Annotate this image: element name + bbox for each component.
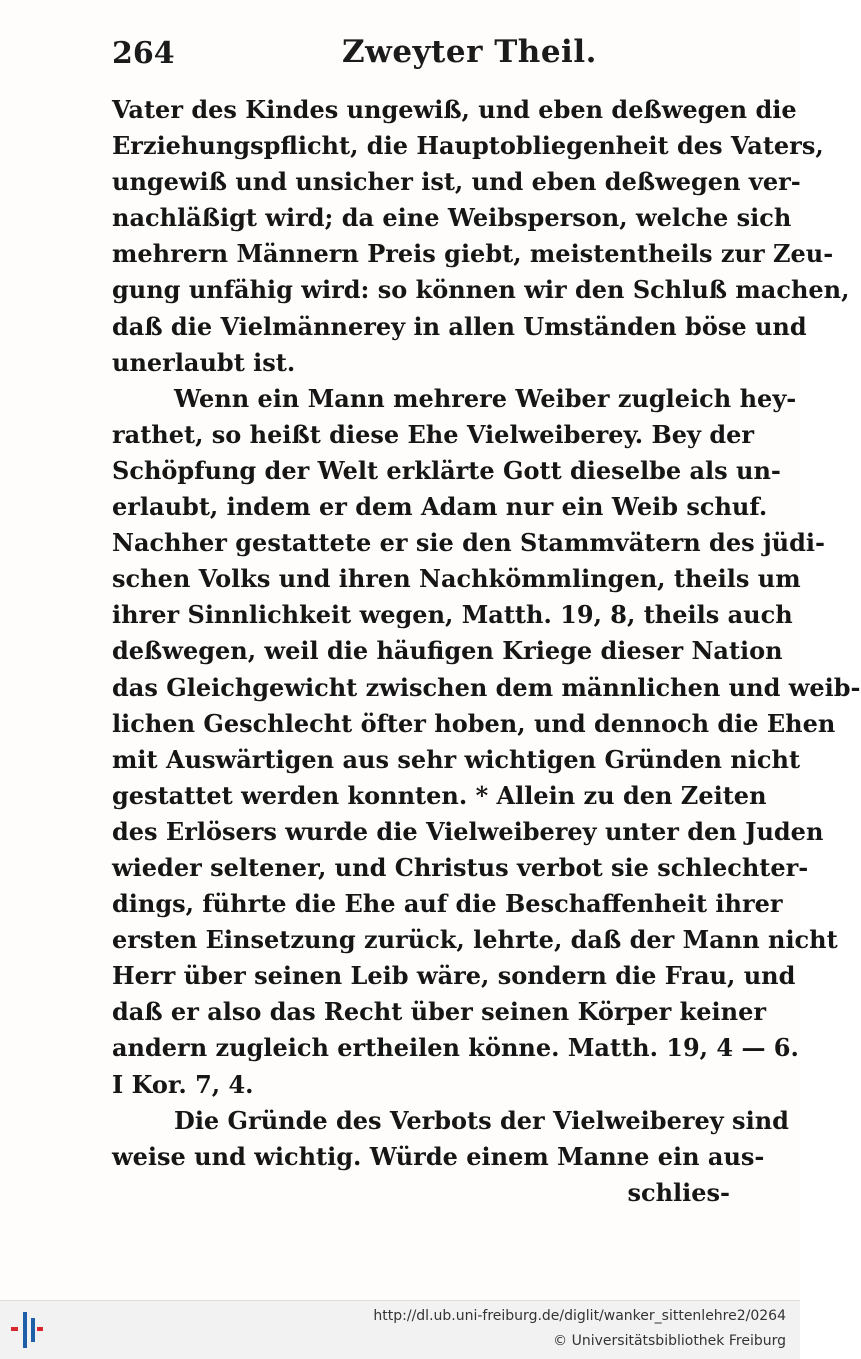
text-line: gestattet werden konnten. * Allein zu den Zeiten	[112, 780, 767, 810]
text-line: daß er also das Recht über seinen Körper keiner	[112, 997, 766, 1027]
text-line: deßwegen, weil die häufigen Kriege dieser Nation	[112, 636, 783, 666]
text-line: Vater des Kindes ungewiß, und eben deßwegen die	[112, 95, 797, 124]
text-line: schen Volks und ihren Nachkömmlingen, theils um	[112, 564, 801, 594]
text-line: gung unfähig wird: so können wir den Schluß machen,	[112, 275, 850, 305]
text-line: mehrern Männern Preis giebt, meistentheils zur Zeu-	[112, 239, 834, 269]
text-line: Schöpfung der Welt erklärte Gott dieselbe als un-	[112, 455, 781, 485]
running-title: Zweyter Theil.	[342, 34, 597, 70]
text-line: daß die Vielmännerey in allen Umständen böse und	[112, 311, 807, 341]
text-line: Erziehungspflicht, die Hauptobliegenheit des Vaters,	[112, 131, 824, 161]
library-logo-icon	[8, 1310, 44, 1350]
text-line: ersten Einsetzung zurück, lehrte, daß der Mann nicht	[112, 925, 838, 955]
body-text	[112, 92, 861, 1211]
text-line: das Gleichgewicht zwischen dem männlichen und weib-	[112, 672, 861, 702]
copyright-notice: © Universitätsbibliothek Freiburg	[553, 1333, 786, 1349]
text-line: ihrer Sinnlichkeit wegen, Matth. 19, 8, theils auch	[112, 600, 793, 630]
paragraph-start-line: Wenn ein Mann mehrere Weiber zugleich hey-	[174, 383, 797, 413]
text-line: unerlaubt ist.	[112, 347, 296, 377]
text-line: nachläßigt wird; da eine Weibsperson, welche sich	[112, 203, 792, 233]
paragraph-start-line: Die Gründe des Verbots der Vielweiberey sind	[174, 1105, 789, 1135]
text-line: lichen Geschlecht öfter hoben, und dennoch die Ehen	[112, 708, 836, 738]
text-line: ungewiß und unsicher ist, und eben deßwegen ver-	[112, 167, 801, 197]
text-line: rathet, so heißt diese Ehe Vielweiberey. Bey der	[112, 419, 755, 449]
page-header	[112, 26, 732, 74]
page-number: 264	[112, 36, 175, 71]
text-line: I Kor. 7, 4.	[112, 1069, 254, 1099]
text-line: andern zugleich ertheilen könne. Matth. 19, 4 — 6.	[112, 1033, 799, 1063]
text-line: des Erlösers wurde die Vielweiberey unter den Juden	[112, 816, 824, 846]
viewer-footer	[0, 1300, 800, 1359]
text-line: dings, führte die Ehe auf die Beschaffenheit ihrer	[112, 889, 783, 919]
text-line: Herr über seinen Leib wäre, sondern die Frau, und	[112, 961, 796, 991]
text-line: mit Auswärtigen aus sehr wichtigen Gründen nicht	[112, 744, 801, 774]
text-line: wieder seltener, und Christus verbot sie schlechter-	[112, 852, 809, 882]
catchword-line: schlies-	[627, 1177, 730, 1207]
text-line: weise und wichtig. Würde einem Manne ein aus-	[112, 1141, 765, 1171]
text-line: erlaubt, indem er dem Adam nur ein Weib schuf.	[112, 492, 768, 522]
text-line: Nachher gestattete er sie den Stammvätern des jüdi-	[112, 528, 825, 558]
source-url-link[interactable]: http://dl.ub.uni-freiburg.de/diglit/wanker_sittenlehre2/0264	[373, 1308, 786, 1324]
